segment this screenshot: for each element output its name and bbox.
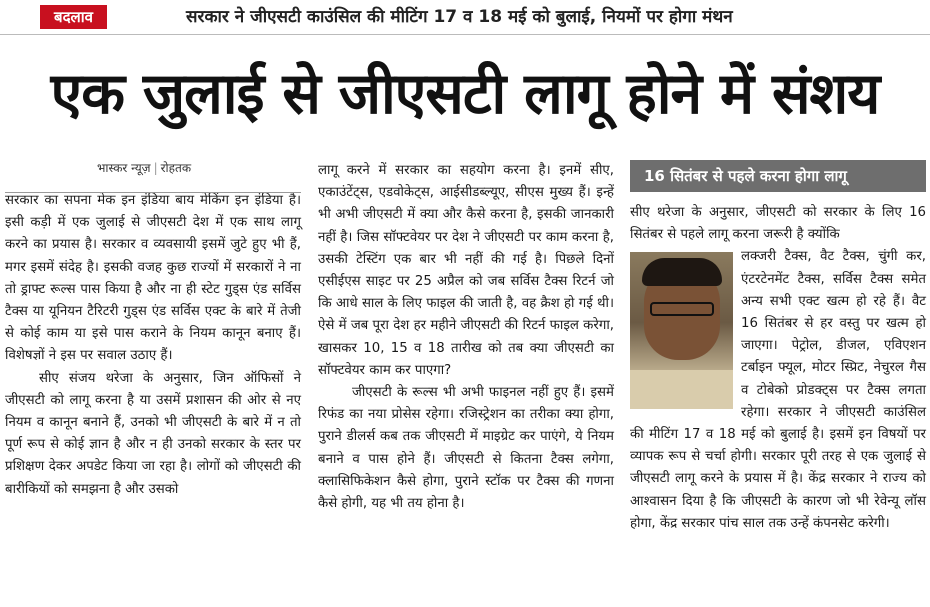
sidebar-intro: सीए थरेजा के अनुसार, जीएसटी को सरकार के लिए 16 सितंबर से पहले लागू करना जरूरी है क्योंकि — [630, 205, 926, 243]
paragraph: जीएसटी के रूल्स भी अभी फाइनल नहीं हुए हैं। इसमें रिफंड का नया प्रोसेस रहेगा। रजिस्ट्रेशन का तरीका क्या होगा, पुराने डीलर्स कब तक जीएसटी में माइग्रेट कर पाएंगे, ये नियम बनाने व पास होने हैं। जीएसटी से कितना टैक्स लगेगा, क्लासिफिकेशन कैसे होगा, पुराने स्टॉक पर टैक्स की गणना कैसे होगी, यह भी तय होना है। — [318, 385, 614, 512]
main-headline: एक जुलाई से जीएसटी लागू होने में संशय — [50, 61, 880, 127]
sidebar-column — [630, 160, 926, 535]
person-photo — [630, 252, 733, 409]
paragraph: सीए संजय थरेजा के अनुसार, जिन ऑफिसों ने जीएसटी को लागू करना है या उसमें प्रशासन की ओर से नए नियम व कानून बनाने हैं, उनको भी जीएसटी के बारे में न तो पूर्ण रूप से कोई ज्ञान है और न ही उनको सरकार के स्तर पर प्रशिक्षण देकर अपडेट किया जा रहा है। लोगों को जीएसटी की बारीकियों को समझना है और उसको — [5, 370, 301, 497]
byline-place: रोहतक — [160, 161, 192, 175]
byline-source: भास्कर न्यूज़ — [97, 161, 151, 175]
section-tag: बदलाव — [40, 5, 107, 29]
kicker-headline: सरकार ने जीएसटी काउंसिल की मीटिंग 17 व 18 मई को बुलाई, नियमों पर होगा मंथन — [186, 7, 733, 27]
article-column-2 — [318, 160, 614, 515]
paragraph: लागू करने में सरकार का सहयोग करना है। इनमें सीए, एकाउंटेंट्स, एडवोकेट्स, आईसीडब्ल्यूए, सीएस मुख्य हैं। इन्हें भी अभी जीएसटी में क्या और कैसे करना है, इसकी जानकारी नहीं है। जिस सॉफ्टवेयर पर देश ने जीएसटी पर काम करना है, उसकी टेस्टिंग एक बार भी नहीं की गई है। पिछले दिनों एसीईएस साइट पर 25 अप्रैल को जब सर्विस टैक्स रिटर्न जो कि आधे साल के लिए फाइल की जाती है, वह क्रैश हो गई थी। ऐसे में जब पूरा देश हर महीने जीएसटी की रिटर्न फाइल करेगा, खासकर 10, 15 व 18 तारीख को तब क्या जीएसटी का सॉफ्टवेयर काम कर पाएगा? — [318, 163, 614, 378]
top-bar — [0, 0, 930, 35]
paragraph: सरकार का सपना मेक इन इंडिया बाय मेकिंग इन इंडिया है। इसी कड़ी में एक जुलाई से जीएसटी देश में एक साथ लागू करने का प्रयास है। सरकार व व्यवसायी इसमें जुटे हुए भी हैं, मगर इसमें संदेह है। इसकी वजह कुछ राज्यों में सरकारों ने ना तो ड्राफ्ट रूल्स पास किया है और ना ही स्टेट गुड्स एंड सर्विस टैक्स या यूनियन टैरिटरी गुड्स एंड सर्विस एक्ट के बारे में तेजी से कोई काम या इसे पास कराने के नियम कानून बनाए हैं। विशेषज्ञों ने इस पर सवाल उठाए हैं। — [5, 193, 301, 364]
sidebar-body: लक्जरी टैक्स, वैट टैक्स, चुंगी कर, एंटरटेनमेंट टैक्स, सर्विस टैक्स समेत अन्य सभी एक्ट खत्म हो रहे हैं। वैट 16 सितंबर से हर वस्तु पर खत्म हो जाएगा। पेट्रोल, डीजल, एविएशन टर्बाइन फ्यूल, मोटर स्प्रिट, नेचुरल गैस व टोबेको प्रोडक्ट्स पर टैक्स लगता रहेगा। सरकार ने जीएसटी काउंसिल की मीटिंग 17 व 18 मई को बुलाई है। इसमें इन विषयों पर व्यापक रूप से चर्चा होगी। सरकार पूरी तरह से एक जुलाई से जीएसटी लागू करने के प्रयास में है। केंद्र सरकार ने राज्य को आश्वासन दिया है कि जीएसटी के कारण जो भी रेवेन्यू लॉस होगा, केंद्र सरकार पांच साल तक उन्हें कंपनसेट करेगी। — [630, 249, 926, 531]
byline: भास्कर न्यूज़ | रोहतक — [97, 161, 192, 175]
article-column-1 — [5, 160, 301, 501]
byline-divider — [5, 192, 301, 193]
sidebar-subhead: 16 सितंबर से पहले करना होगा लागू — [630, 160, 926, 192]
